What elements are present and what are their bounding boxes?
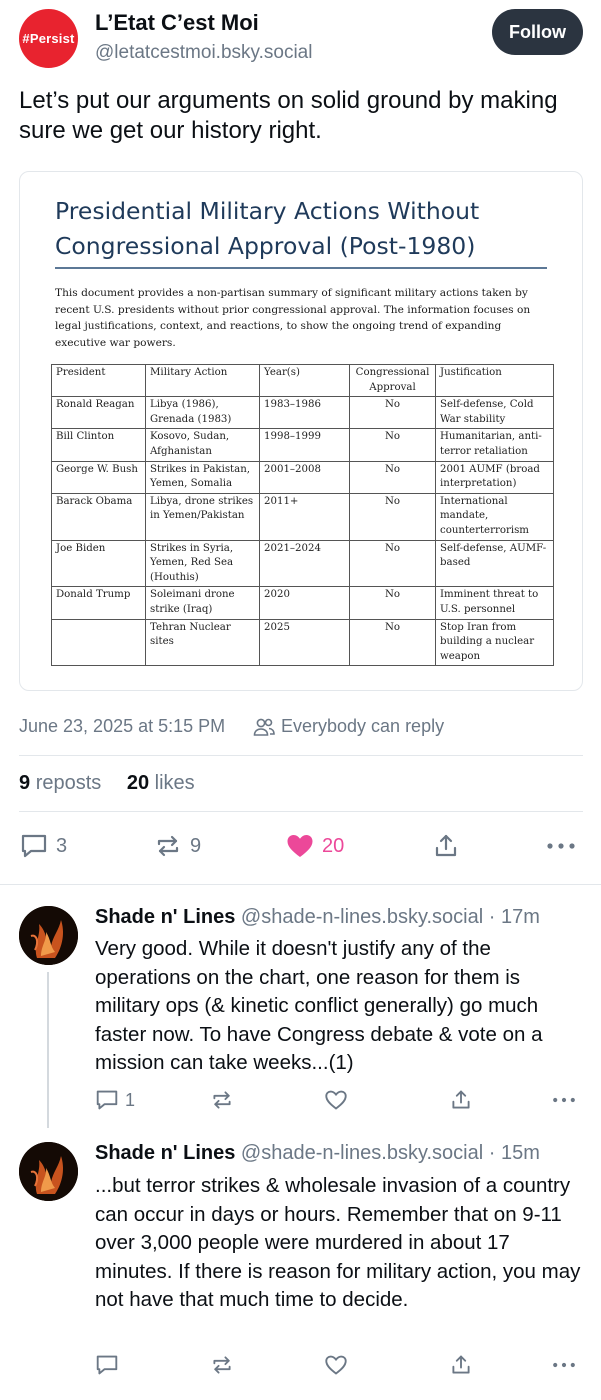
- table-cell: No: [350, 619, 436, 666]
- table-cell: Libya (1986), Grenada (1983): [146, 397, 260, 429]
- table-header-cell: Justification: [436, 365, 554, 397]
- document-title-line2: Congressional Approval (Post-1980): [55, 232, 476, 260]
- reply-text: ...but terror strikes & wholesale invasion of a country can occur in days or hours. Remember that on 9-11 over 3,000 people were murdered in about 17 minutes. If there is reason for military action, you may not have that much time to decide.: [95, 1174, 581, 1311]
- repost-icon: [210, 1089, 234, 1111]
- reply-permission: [253, 716, 444, 737]
- table-header-row: [52, 365, 554, 397]
- author-avatar[interactable]: [19, 9, 78, 68]
- post-header: [0, 0, 601, 80]
- table-row: [52, 429, 554, 461]
- like-count: 20: [322, 834, 345, 857]
- repost-button[interactable]: [154, 833, 201, 859]
- reply-author-name[interactable]: Shade n' Lines: [95, 1142, 236, 1164]
- reply-more-button[interactable]: [552, 1354, 576, 1376]
- table-cell: Stop Iran from building a nuclear weapon: [436, 619, 554, 666]
- reposts-label[interactable]: reposts: [35, 772, 102, 794]
- reply-reply-button[interactable]: [95, 1354, 125, 1376]
- likes-count[interactable]: 20: [126, 772, 150, 794]
- heart-icon: [324, 1089, 348, 1111]
- share-button[interactable]: [433, 833, 459, 859]
- table-cell: International mandate, counterterrorism: [436, 493, 554, 540]
- reply-avatar[interactable]: [19, 906, 78, 965]
- likes-label[interactable]: likes: [154, 772, 195, 794]
- document-title: [55, 194, 555, 264]
- table-cell: No: [350, 461, 436, 493]
- table-cell: No: [350, 397, 436, 429]
- table-cell: 2021–2024: [260, 540, 350, 587]
- more-icon: [552, 1089, 576, 1111]
- reply-count: 3: [56, 834, 68, 857]
- repost-icon: [210, 1354, 234, 1376]
- table-cell: Kosovo, Sudan, Afghanistan: [146, 429, 260, 461]
- table-cell: Strikes in Pakistan, Yemen, Somalia: [146, 461, 260, 493]
- table-cell: Self-defense, Cold War stability: [436, 397, 554, 429]
- table-cell: Tehran Nuclear sites: [146, 619, 260, 666]
- table-row: [52, 493, 554, 540]
- share-icon: [450, 1089, 472, 1111]
- repost-icon: [154, 833, 182, 859]
- reply-text: Very good. While it doesn't justify any of the operations on the chart, one reason for them is military ops (& kinetic conflict generally) go much faster now. To have Congress debate & vote on a mission can take weeks...(1): [95, 937, 543, 1074]
- table-cell: Humanitarian, anti-terror retaliation: [436, 429, 554, 461]
- reply-icon: [95, 1089, 119, 1111]
- reply-permission-label: Everybody can reply: [281, 716, 445, 736]
- table-header-cell: Year(s): [260, 365, 350, 397]
- reply-header: [95, 1142, 540, 1165]
- reply-avatar[interactable]: [19, 1142, 78, 1201]
- reply-repost-button[interactable]: [210, 1354, 234, 1376]
- reply-reply-button[interactable]: [95, 1089, 135, 1111]
- table-cell: Barack Obama: [52, 493, 146, 540]
- table-cell: Joe Biden: [52, 540, 146, 587]
- reply-header: [95, 906, 540, 929]
- reposts-count[interactable]: 9: [19, 772, 31, 794]
- table-cell: 2001–2008: [260, 461, 350, 493]
- reply-more-button[interactable]: [552, 1089, 576, 1111]
- reply-like-button[interactable]: [324, 1089, 348, 1111]
- table-header-cell: Congressional Approval: [350, 365, 436, 397]
- table-cell: Bill Clinton: [52, 429, 146, 461]
- reply-author-name[interactable]: Shade n' Lines: [95, 906, 236, 928]
- document-table: [51, 364, 554, 666]
- table-cell: No: [350, 587, 436, 619]
- table-cell: Ronald Reagan: [52, 397, 146, 429]
- follow-button[interactable]: Follow: [492, 9, 583, 55]
- table-cell: 2025: [260, 619, 350, 666]
- attached-image[interactable]: [19, 171, 583, 691]
- author-display-name[interactable]: L’Etat C’est Moi: [95, 10, 259, 35]
- table-cell: Self-defense, AUMF-based: [436, 540, 554, 587]
- repost-count: 9: [190, 834, 202, 857]
- table-cell: [52, 619, 146, 666]
- table-cell: 2001 AUMF (broad interpretation): [436, 461, 554, 493]
- more-icon: [546, 833, 576, 859]
- table-cell: Strikes in Syria, Yemen, Red Sea (Houthis): [146, 540, 260, 587]
- reply-time[interactable]: · 17m: [488, 906, 540, 928]
- table-cell: 1983–1986: [260, 397, 350, 429]
- table-cell: No: [350, 429, 436, 461]
- like-button[interactable]: [286, 833, 344, 859]
- post-stats: [19, 772, 195, 795]
- author-handle[interactable]: @letatcestmoi.bsky.social: [95, 42, 313, 63]
- document-title-line1: Presidential Military Actions Without: [55, 197, 480, 225]
- table-cell: George W. Bush: [52, 461, 146, 493]
- reply-icon: [20, 833, 48, 859]
- reply-button[interactable]: [20, 833, 67, 859]
- people-icon: [253, 717, 275, 737]
- divider: [19, 755, 583, 756]
- reply-share-button[interactable]: [450, 1354, 472, 1376]
- reply-time[interactable]: · 15m: [488, 1142, 540, 1164]
- table-row: [52, 540, 554, 587]
- share-icon: [450, 1354, 472, 1376]
- table-row: [52, 397, 554, 429]
- table-header-cell: Military Action: [146, 365, 260, 397]
- heart-icon: [324, 1354, 348, 1376]
- share-icon: [433, 833, 459, 859]
- table-row: [52, 461, 554, 493]
- table-cell: No: [350, 540, 436, 587]
- table-cell: No: [350, 493, 436, 540]
- divider: [19, 811, 583, 812]
- table-cell: Imminent threat to U.S. personnel: [436, 587, 554, 619]
- table-cell: 1998–1999: [260, 429, 350, 461]
- divider: [0, 884, 601, 885]
- reply-icon: [95, 1354, 119, 1376]
- reply-repost-button[interactable]: [210, 1089, 234, 1111]
- reply-author-handle[interactable]: @shade-n-lines.bsky.social: [240, 906, 484, 928]
- post-timestamp[interactable]: June 23, 2025 at 5:15 PM: [19, 716, 226, 736]
- heart-icon: [286, 833, 314, 859]
- table-cell: Libya, drone strikes in Yemen/Pakistan: [146, 493, 260, 540]
- table-header-cell: President: [52, 365, 146, 397]
- reply-reply-count: 1: [125, 1089, 136, 1110]
- table-cell: 2020: [260, 587, 350, 619]
- document-title-rule: [55, 267, 547, 269]
- document-intro: This document provides a non-partisan summary of significant military actions taken by recent U.S. presidents without prior congressional approval. The information focuses on legal justifications, context, and reactions, to show the ongoing trend of expanding executive war powers.: [55, 287, 531, 349]
- table-cell: Donald Trump: [52, 587, 146, 619]
- more-button[interactable]: [546, 833, 576, 859]
- thread-line: [47, 972, 49, 1128]
- table-cell: 2011+: [260, 493, 350, 540]
- table-row: [52, 587, 554, 619]
- reply-share-button[interactable]: [450, 1089, 472, 1111]
- more-icon: [552, 1354, 576, 1376]
- avatar-text: #Persist: [22, 31, 75, 46]
- table-cell: Soleimani drone strike (Iraq): [146, 587, 260, 619]
- table-row: [52, 619, 554, 666]
- post-text: Let’s put our arguments on solid ground by making sure we get our history right.: [19, 87, 558, 144]
- reply-like-button[interactable]: [324, 1354, 348, 1376]
- reply-author-handle[interactable]: @shade-n-lines.bsky.social: [240, 1142, 484, 1164]
